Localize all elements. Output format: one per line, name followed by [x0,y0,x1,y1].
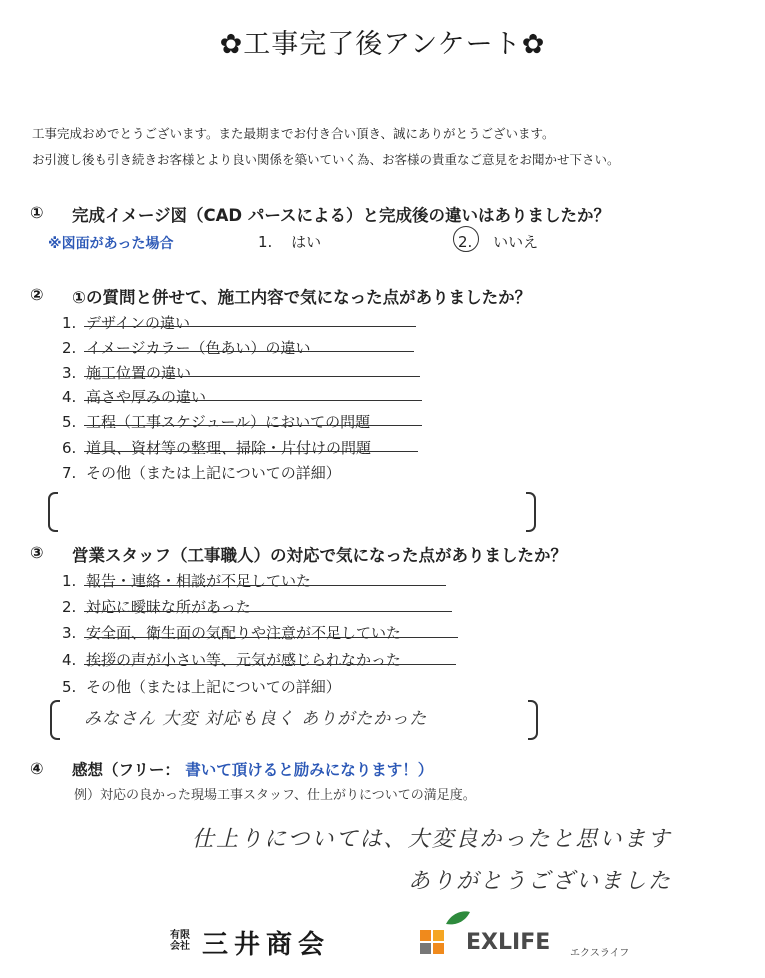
q4-number: ④ [30,759,44,778]
item-number: 3. [62,364,77,382]
q1-note: ※図面があった場合 [48,236,174,252]
item-label: その他（または上記についての詳細） [86,464,341,482]
underline [84,664,456,665]
selected-answer-circle [453,226,479,252]
q4-question-label: 感想（フリー： [72,761,180,779]
q4-question [72,758,433,780]
q3-number: ③ [30,543,44,562]
q4-answer-line-2[interactable]: ありがとうございました [408,869,673,894]
q3-item[interactable] [62,622,401,643]
item-number: 4. [62,388,77,406]
answer-bracket-left [50,700,60,740]
item-number: 7. [62,464,77,482]
item-label: 施工位置の違い [86,364,192,382]
underline [84,400,422,401]
q3-item[interactable] [62,649,401,670]
q2-item[interactable] [62,337,311,358]
intro-line-1: 工事完成おめでとうございます。また最期までお付き合い頂き、誠にありがとうございます。 [32,126,555,141]
company-type-bottom: 会社 [170,941,190,952]
underline [84,425,422,426]
option-label: はい [291,233,322,251]
item-number: 5. [62,678,77,696]
item-number: 5. [62,413,77,431]
q1-question: 完成イメージ図（CAD パースによる）と完成後の違いはありましたか？ [72,206,610,225]
item-number: 2. [62,339,77,357]
q3-item[interactable] [62,570,311,591]
underline [84,326,416,327]
flower-icon: ✿ [219,29,244,60]
item-label: 報告・連絡・相談が不足していた [86,572,312,590]
q3-item[interactable] [62,676,341,697]
item-number: 4. [62,651,77,669]
brand-kana: エクスライフ [570,948,630,959]
answer-bracket-left [48,492,58,532]
item-number: 1. [62,314,77,332]
q2-item[interactable] [62,362,191,383]
item-label: イメージカラー（色あい）の違い [86,339,311,357]
q1-option-1[interactable] [258,231,321,252]
answer-bracket-right [528,700,538,740]
company-name: 三井商会 [202,930,331,960]
item-number: 1. [62,572,77,590]
q3-question: 営業スタッフ（工事職人）の対応で気になった点がありましたか？ [72,546,567,565]
underline [84,637,458,638]
q1-number: ① [30,203,44,222]
company-type [170,930,190,952]
option-label: いいえ [493,233,539,251]
item-label: その他（または上記についての詳細） [86,678,341,696]
item-label: 挨拶の声が小さい等、元気が感じられなかった [86,651,402,669]
q4-example: 例）対応の良かった現場工事スタッフ、仕上がりについての満足度。 [74,788,476,803]
q2-number: ② [30,285,44,304]
q2-question: ①の質問と併せて、施工内容で気になった点がありましたか？ [72,288,532,307]
item-number: 3. [62,624,77,642]
q4-question-note: 書いて頂けると励みになります！） [185,761,434,779]
intro-line-2: お引渡し後も引き続きお客様とより良い関係を築いていく為、お客様の貴重なご意見をお聞かせ下さい。 [32,152,620,167]
exlife-logo-icon [418,910,470,962]
title-text: 工事完了後アンケート [243,29,522,60]
item-label: 対応に曖昧な所があった [86,598,251,616]
survey-title [0,22,765,61]
q4-answer-line-1[interactable]: 仕上りについては、大変良かったと思います [192,827,672,852]
item-label: 高さや厚みの違い [86,388,207,406]
underline [84,351,414,352]
underline [84,611,452,612]
underline [84,585,446,586]
option-number: 1. [258,233,273,251]
item-label: 道具、資材等の整理、掃除・片付けの問題 [86,439,372,457]
q2-item[interactable] [62,411,370,432]
answer-bracket-right [526,492,536,532]
flower-icon: ✿ [521,29,546,60]
company-type-top: 有限 [170,930,190,941]
item-number: 6. [62,439,77,457]
q3-answer[interactable]: みなさん 大変 対応も良く ありがたかった [84,709,428,729]
item-label: 工程（工事スケジュール）においての問題 [86,413,371,431]
q2-item[interactable] [62,386,206,407]
item-label: デザインの違い [86,314,190,332]
q3-item[interactable] [62,596,251,617]
underline [84,451,418,452]
q2-item[interactable] [62,462,341,483]
q2-item[interactable] [62,312,190,333]
option-number: 2. [458,233,473,251]
item-number: 2. [62,598,77,616]
item-label: 安全面、衛生面の気配りや注意が不足していた [86,624,402,642]
brand-name: EXLIFE [466,930,551,955]
underline [84,376,420,377]
q2-item[interactable] [62,437,371,458]
